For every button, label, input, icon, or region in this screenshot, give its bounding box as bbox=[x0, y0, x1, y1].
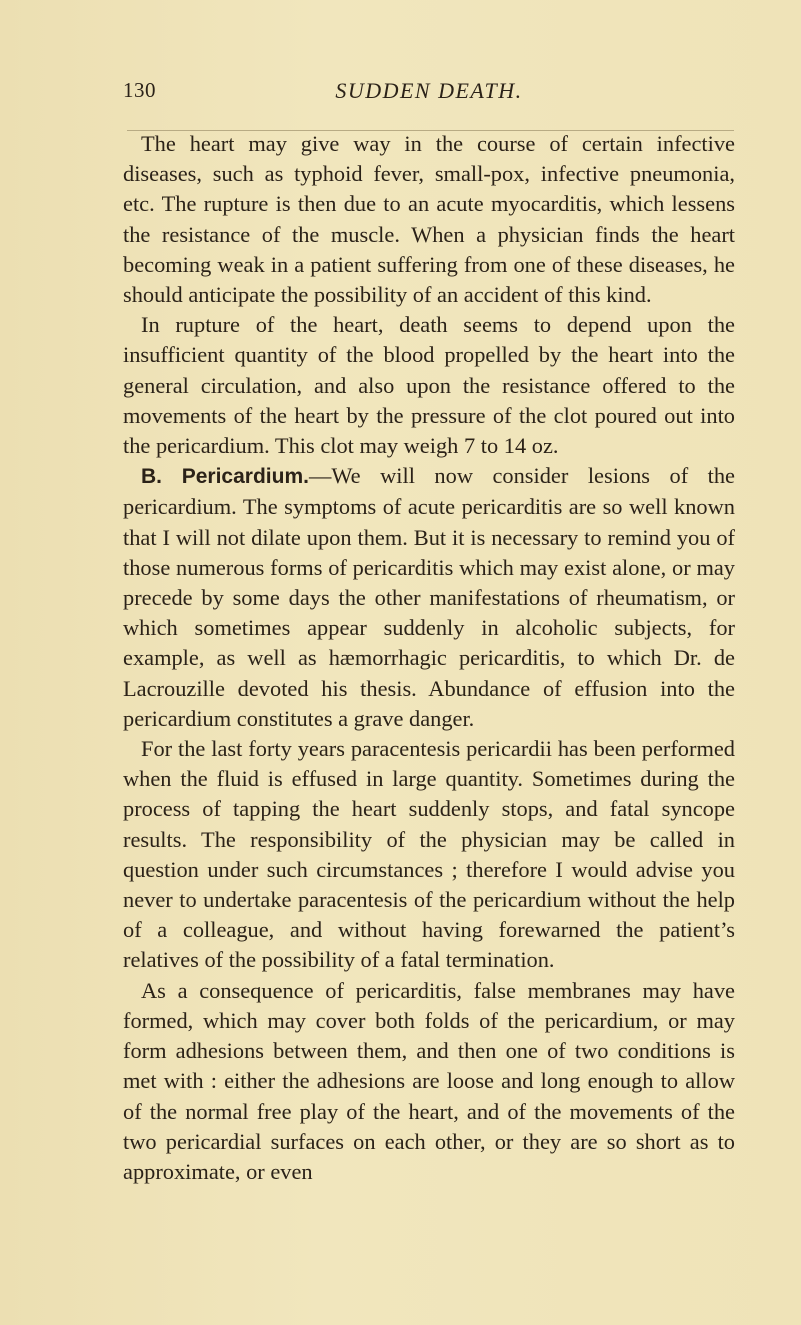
paragraph-5-text: As a consequence of pericarditis, false membranes may have formed, which may cover both folds of the pericardium, or may form adhesions between them, and then one of two conditions is met with : either the adhesions are loose and long enough to allow of the normal free play of the heart, and of the movements of the two pericardial surfaces on each other, or they are so short as to approximate, or even bbox=[123, 977, 735, 1184]
page-header bbox=[123, 78, 735, 112]
paragraph-5 bbox=[123, 976, 735, 1187]
page-number: 130 bbox=[123, 78, 156, 102]
paragraph-1 bbox=[123, 129, 735, 310]
section-heading: B. Pericardium. bbox=[141, 465, 309, 489]
paragraph-2-text: In rupture of the heart, death seems to depend upon the insufficient quantity of the blood propelled by the heart into the general circulation, and also upon the resistance offered to the movements of the heart by the pressure of the clot poured out into the pericardium. This clot may weigh 7 to 14 oz. bbox=[123, 312, 735, 459]
paragraph-4 bbox=[123, 734, 735, 976]
paragraph-2 bbox=[123, 310, 735, 461]
running-head: SUDDEN DEATH. bbox=[335, 78, 523, 103]
paragraph-1-text: The heart may give way in the course of certain infective diseases, such as typhoid fever, small-pox, infective pneumonia, etc. The rupture is then due to an acute myocarditis, which lessens the resistance of the muscle. When a physician finds the heart becoming weak in a patient suffering from one of these diseases, he should anticipate the possibility of an accident of this kind. bbox=[123, 131, 735, 308]
body-text bbox=[123, 129, 735, 1187]
paragraph-3 bbox=[123, 461, 735, 734]
paragraph-3-text: —We will now consider lesions of the pericardium. The symptoms of acute pericarditis are so well known that I will not dilate upon them. But it is necessary to remind you of those numerous forms of pericarditis which may exist alone, or may precede by some days the other manifestations of rheumatism, or which sometimes appear suddenly in alcoholic subjects, for example, as well as hæmorrhagic pericarditis, to which Dr. de Lacrouzille devoted his thesis. Abundance of effusion into the pericardium constitutes a grave danger. bbox=[123, 463, 735, 731]
paragraph-4-text: For the last forty years paracentesis pericardii has been performed when the fluid is effused in large quantity. Sometimes during the process of tapping the heart suddenly stops, and fatal syncope results. The responsibility of the physician may be called in question under such circumstances ; therefore I would advise you never to undertake paracentesis of the pericardium without the help of a colleague, and without having forewarned the patient’s relatives of the possibility of a fatal termination. bbox=[123, 736, 735, 973]
